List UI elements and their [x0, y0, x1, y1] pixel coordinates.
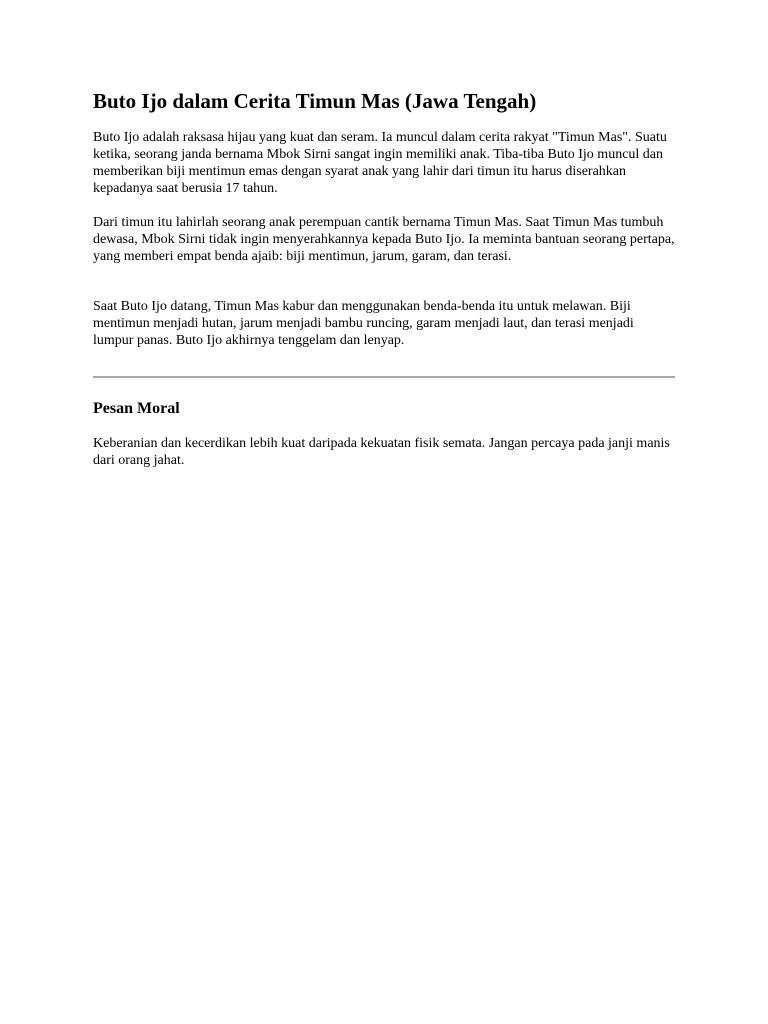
section-divider — [93, 376, 675, 378]
story-paragraph-1: Buto Ijo adalah raksasa hijau yang kuat dan seram. Ia muncul dalam cerita rakyat "Timun Mas". Suatu ketika, seorang janda bernama Mbok Sirni sangat ingin memiliki anak. Tiba-tiba Buto Ijo muncul dan memberikan biji mentimun emas dengan syarat anak yang lahir dari timun itu harus diserahkan kepadanya saat berusia 17 tahun. — [93, 130, 667, 196]
story-paragraph-2: Dari timun itu lahirlah seorang anak perempuan cantik bernama Timun Mas. Saat Timun Mas tumbuh dewasa, Mbok Sirni tidak ingin menyerahkannya kepada Buto Ijo. Ia meminta bantuan seorang pertapa, yang memberi empat benda ajaib: biji mentimun, jarum, garam, dan terasi. — [93, 215, 675, 264]
story-paragraph-3: Saat Buto Ijo datang, Timun Mas kabur dan menggunakan benda-benda itu untuk melawan. Biji mentimun menjadi hutan, jarum menjadi bambu runcing, garam menjadi laut, dan terasi menjadi lumpur panas. Buto Ijo akhirnya tenggelam dan lenyap. — [93, 299, 634, 348]
document-title: Buto Ijo dalam Cerita Timun Mas (Jawa Tengah) — [93, 89, 537, 113]
moral-paragraph: Keberanian dan kecerdikan lebih kuat daripada kekuatan fisik semata. Jangan percaya pada janji manis dari orang jahat. — [93, 436, 670, 468]
moral-heading: Pesan Moral — [93, 400, 180, 417]
